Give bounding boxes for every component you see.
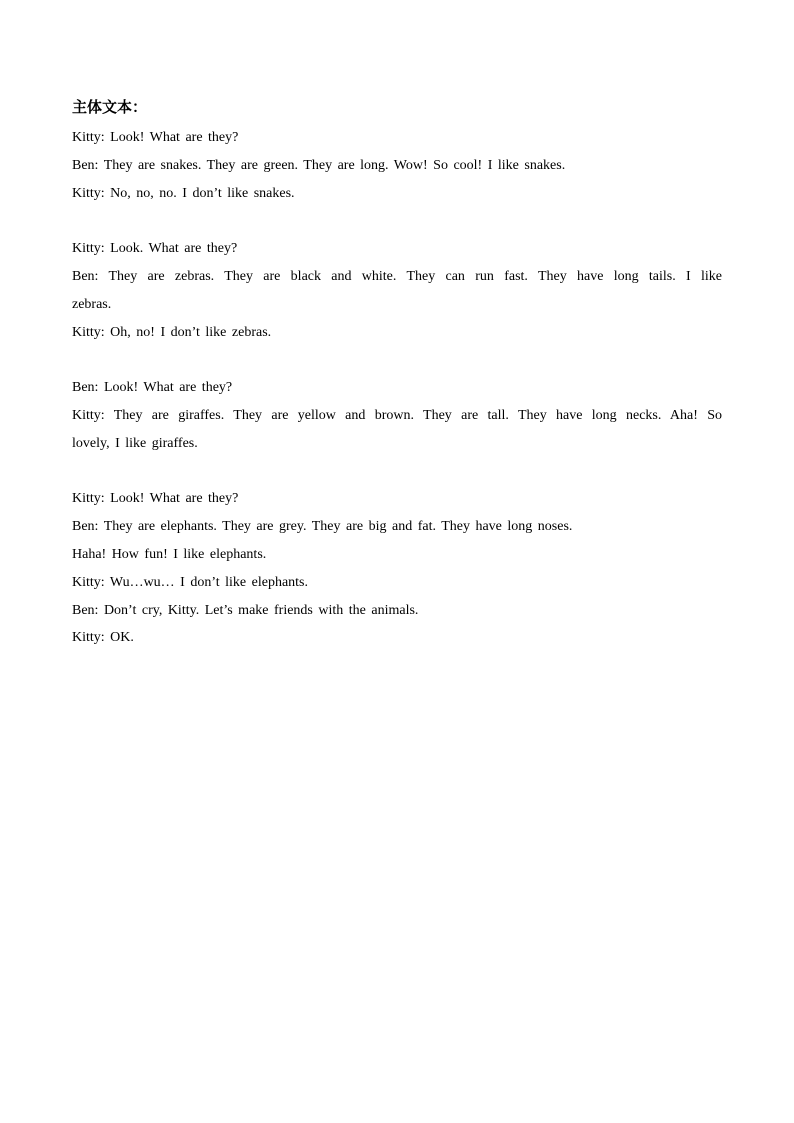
dialogue-line: Kitty: They are giraffes. They are yellow and brown. They are tall. They have long necks. Aha! So [72, 407, 722, 423]
dialogue-line: Kitty: Oh, no! I don’t like zebras. [72, 324, 272, 340]
dialogue-line: lovely, I like giraffes. [72, 435, 198, 451]
dialogue-line: Ben: They are zebras. They are black and white. They can run fast. They have long tails. I like [72, 268, 722, 284]
dialogue-line: Ben: They are elephants. They are grey. They are big and fat. They have long noses. [72, 519, 573, 535]
paragraph-gap [72, 207, 722, 235]
dialogue-line: zebras. [72, 296, 112, 312]
paragraph-gap [72, 346, 722, 374]
paragraph-gap [72, 458, 722, 486]
section-heading: 主体文本： [72, 98, 148, 116]
dialogue-line: Ben: They are snakes. They are green. They are long. Wow! So cool! I like snakes. [72, 157, 566, 173]
dialogue-line: Kitty: No, no, no. I don’t like snakes. [72, 185, 295, 201]
dialogue-line: Kitty: Wu…wu… I don’t like elephants. [72, 574, 309, 590]
dialogue-line: Ben: Look! What are they? [72, 380, 233, 396]
dialogue-text [72, 124, 722, 652]
dialogue-line: Kitty: Look! What are they? [72, 130, 239, 145]
dialogue-line: Kitty: Look. What are they? [72, 241, 238, 257]
dialogue-line: Haha! How fun! I like elephants. [72, 546, 267, 562]
dialogue-line: Kitty: Look! What are they? [72, 491, 239, 507]
dialogue-line: Ben: Don’t cry, Kitty. Let’s make friends with the animals. [72, 602, 419, 618]
dialogue-line: Kitty: OK. [72, 630, 134, 646]
